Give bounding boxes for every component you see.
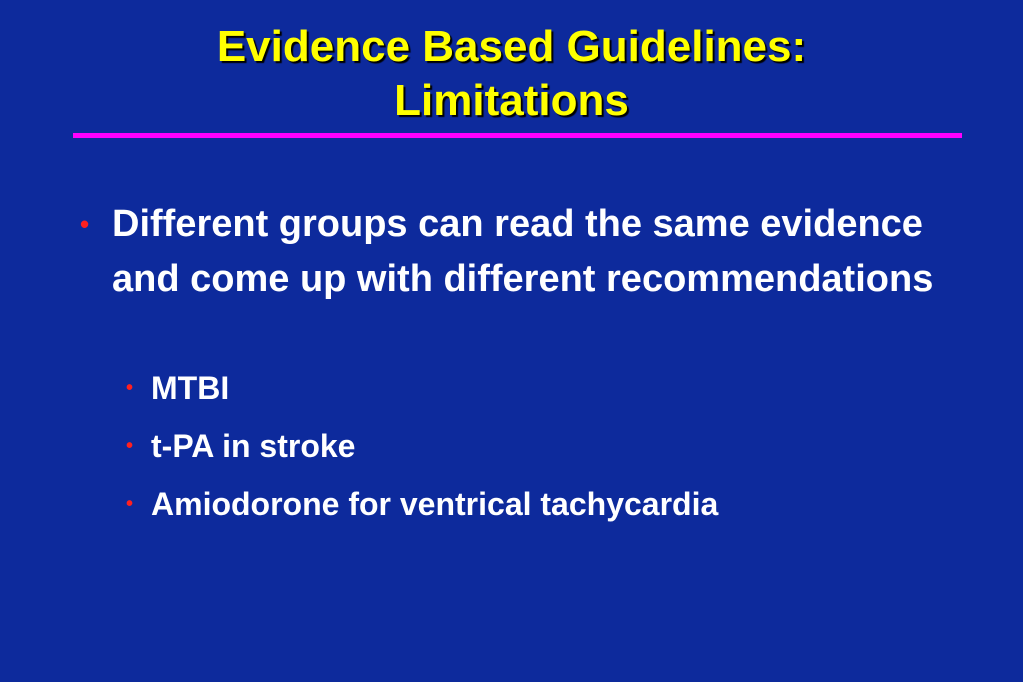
bullet-icon: •: [126, 435, 134, 457]
sub-bullet-text: Amiodorone for ventrical tachycardia: [151, 486, 719, 522]
bullet-icon: •: [80, 209, 90, 239]
slide-title-line-2: Limitations: [394, 76, 629, 125]
sub-bullet-item: [126, 368, 986, 426]
slide-title: [0, 20, 1023, 128]
main-bullet-text: Different groups can read the same evidence and come up with different recommendations: [112, 203, 934, 300]
title-divider: [73, 133, 962, 138]
slide-title-line-1: Evidence Based Guidelines:: [216, 22, 807, 71]
sub-bullet-item: [126, 426, 986, 484]
sub-bullet-text: MTBI: [151, 370, 230, 406]
main-bullet-item: [80, 197, 944, 307]
bullet-icon: •: [126, 493, 134, 515]
sub-bullet-text: t-PA in stroke: [151, 428, 356, 464]
sub-bullet-item: [126, 484, 986, 542]
sub-bullet-list: [126, 368, 986, 542]
bullet-icon: •: [126, 377, 134, 399]
